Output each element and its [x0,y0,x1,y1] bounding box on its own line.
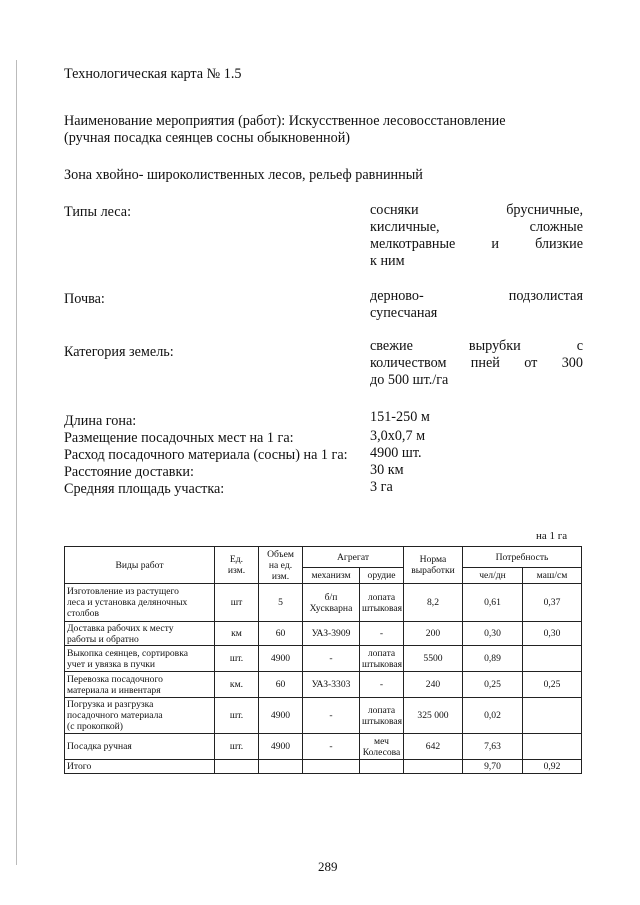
header-volume: Объем на ед. изм. [259,547,303,584]
param-value: 30 км [370,462,404,478]
machine-shifts-cell [523,698,582,734]
param-value: 4900 шт. [370,445,422,461]
tool-cell: - [360,672,404,698]
header-need: Потребность [463,547,582,568]
work-cell: Выкопка сеянцев, сортировка учет и увязка в пучки [65,646,215,672]
header-aggregate: Агрегат [303,547,404,568]
norm-cell: 200 [404,622,463,646]
total-row [65,760,582,774]
tool-cell: лопата штыковая [360,698,404,734]
table-row [65,734,582,760]
man-days-cell: 0,30 [463,622,523,646]
forest-types-line: сосняки брусничные, [370,202,583,218]
man-days-cell: 0,25 [463,672,523,698]
param-value: 151-250 м [370,409,430,425]
header-works: Виды работ [65,547,215,584]
param-label: Размещение посадочных мест на 1 га: [64,430,294,446]
soil-line: дерново- подзолистая [370,288,583,304]
mechanism-cell: УАЗ-3303 [303,672,360,698]
norm-cell: 5500 [404,646,463,672]
volume-cell: 4900 [259,698,303,734]
table-unit-note: на 1 га [536,530,568,542]
work-cell: Погрузка и разгрузка посадочного материала (с прокопкой) [65,698,215,734]
event-name-line-2: (ручная посадка сеянцев сосны обыкновенной) [64,130,351,146]
volume-cell: 4900 [259,646,303,672]
table-row [65,646,582,672]
volume-cell: 5 [259,584,303,622]
param-label: Расход посадочного материала (сосны) на 1 га: [64,447,348,463]
unit-cell: км [215,622,259,646]
mechanism-cell: - [303,698,360,734]
table-row [65,698,582,734]
event-name-line-1: Наименование мероприятия (работ): Искусственное лесовосстановление [64,113,506,129]
volume-cell: 60 [259,672,303,698]
param-label: Длина гона: [64,413,137,429]
unit-cell: шт [215,584,259,622]
header-man-days: чел/дн [463,568,523,584]
work-cell: Посадка ручная [65,734,215,760]
header-tool: орудие [360,568,404,584]
work-cell: Изготовление из растущего леса и установка деляночных столбов [65,584,215,622]
soil-line: супесчаная [370,305,438,321]
man-days-cell: 0,02 [463,698,523,734]
scan-edge-line [16,60,17,865]
norm-cell: 240 [404,672,463,698]
total-man-days: 9,70 [463,760,523,774]
unit-cell: км. [215,672,259,698]
volume-cell: 60 [259,622,303,646]
mechanism-cell: - [303,734,360,760]
table-row [65,622,582,646]
machine-shifts-cell: 0,37 [523,584,582,622]
mechanism-cell: б/п Хускварна [303,584,360,622]
man-days-cell: 0,61 [463,584,523,622]
forest-types-line: мелкотравные и близкие [370,236,583,252]
tech-card-table [64,546,582,774]
forest-types-value [370,202,583,270]
tool-cell: меч Колесова [360,734,404,760]
land-category-line: количеством пней от 300 [370,355,583,371]
work-cell: Перевозка посадочного материала и инвентаря [65,672,215,698]
machine-shifts-cell [523,734,582,760]
work-cell: Доставка рабочих к месту работы и обратно [65,622,215,646]
header-unit: Ед. изм. [215,547,259,584]
land-category-value [370,338,583,389]
land-category-line: свежие вырубки с [370,338,583,354]
forest-types-line: кисличные, сложные [370,219,583,235]
total-machine-shifts: 0,92 [523,760,582,774]
header-machine-shifts: маш/см [523,568,582,584]
tool-cell: лопата штыковая [360,584,404,622]
mechanism-cell: - [303,646,360,672]
machine-shifts-cell: 0,25 [523,672,582,698]
mechanism-cell: УАЗ-3909 [303,622,360,646]
norm-cell: 8,2 [404,584,463,622]
tool-cell: лопата штыковая [360,646,404,672]
machine-shifts-cell: 0,30 [523,622,582,646]
zone-text: Зона хвойно- широколиственных лесов, рельеф равнинный [64,167,423,183]
param-label: Средняя площадь участка: [64,481,225,497]
table-row [65,672,582,698]
machine-shifts-cell [523,646,582,672]
volume-cell: 4900 [259,734,303,760]
param-value: 3,0х0,7 м [370,428,426,444]
unit-cell: шт. [215,698,259,734]
header-mechanism: механизм [303,568,360,584]
land-category-line: до 500 шт./га [370,372,449,388]
soil-label: Почва: [64,291,105,307]
header-norm: Норма выработки [404,547,463,584]
table-row [65,584,582,622]
page-number: 289 [318,859,338,874]
tool-cell: - [360,622,404,646]
soil-value [370,288,583,322]
unit-cell: шт. [215,734,259,760]
unit-cell: шт. [215,646,259,672]
card-title: Технологическая карта № 1.5 [64,66,242,82]
norm-cell: 642 [404,734,463,760]
param-value: 3 га [370,479,393,495]
total-label: Итого [65,760,215,774]
param-label: Расстояние доставки: [64,464,194,480]
norm-cell: 325 000 [404,698,463,734]
land-category-label: Категория земель: [64,344,174,360]
man-days-cell: 7,63 [463,734,523,760]
man-days-cell: 0,89 [463,646,523,672]
forest-types-line: к ним [370,253,405,269]
forest-types-label: Типы леса: [64,204,132,220]
